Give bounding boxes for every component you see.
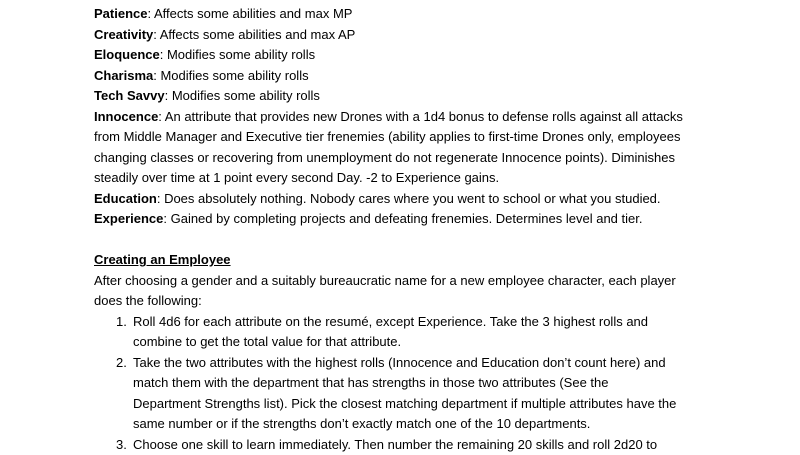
step-item bbox=[94, 435, 760, 455]
attribute-desc-line: steadily over time at 1 point every second Day. -2 to Experience gains. bbox=[94, 168, 760, 189]
attribute-desc: : Affects some abilities and max AP bbox=[153, 27, 355, 42]
attribute-desc-line: changing classes or recovering from unemployment do not regenerate Innocence points). Diminishes bbox=[94, 148, 760, 169]
step-line: Choose one skill to learn immediately. Then number the remaining 20 skills and roll 2d20 to bbox=[133, 435, 760, 455]
attribute-desc-line: from Middle Manager and Executive tier frenemies (ability applies to first-time Drones only, employees bbox=[94, 127, 760, 148]
attribute-desc: : Modifies some ability rolls bbox=[153, 68, 308, 83]
attribute-charisma bbox=[94, 66, 760, 87]
attribute-name: Tech Savvy bbox=[94, 88, 165, 103]
attribute-name: Patience bbox=[94, 6, 147, 21]
attribute-patience bbox=[94, 4, 760, 25]
attribute-experience bbox=[94, 209, 760, 230]
attribute-name: Education bbox=[94, 191, 157, 206]
step-number: 3. bbox=[116, 435, 127, 455]
attribute-desc: : Does absolutely nothing. Nobody cares where you went to school or what you studied. bbox=[157, 191, 661, 206]
step-line: same number or if the strengths don’t exactly match one of the 10 departments. bbox=[133, 414, 760, 435]
step-line: Roll 4d6 for each attribute on the resumé, except Experience. Take the 3 highest rolls and bbox=[133, 312, 760, 333]
attribute-eloquence bbox=[94, 45, 760, 66]
attribute-desc: : Modifies some ability rolls bbox=[165, 88, 320, 103]
attribute-desc: : Gained by completing projects and defeating frenemies. Determines level and tier. bbox=[163, 211, 642, 226]
attribute-name: Innocence bbox=[94, 109, 158, 124]
step-number: 2. bbox=[116, 353, 127, 374]
attribute-education bbox=[94, 189, 760, 210]
attribute-creativity bbox=[94, 25, 760, 46]
section-intro-line: After choosing a gender and a suitably bureaucratic name for a new employee character, each player bbox=[94, 271, 760, 292]
step-number: 1. bbox=[116, 312, 127, 333]
attribute-innocence bbox=[94, 107, 760, 189]
step-line: Department Strengths list). Pick the closest matching department if multiple attributes have the bbox=[133, 394, 760, 415]
step-line: Take the two attributes with the highest rolls (Innocence and Education don’t count here) and bbox=[133, 353, 760, 374]
attribute-name: Eloquence bbox=[94, 47, 160, 62]
steps-list bbox=[94, 312, 760, 455]
attribute-name: Charisma bbox=[94, 68, 153, 83]
step-item bbox=[94, 312, 760, 353]
section-title: Creating an Employee bbox=[94, 250, 760, 271]
attribute-tech-savvy bbox=[94, 86, 760, 107]
attribute-name: Experience bbox=[94, 211, 163, 226]
attribute-desc-line: : An attribute that provides new Drones with a 1d4 bonus to defense rolls against all attacks bbox=[158, 109, 683, 124]
step-line: match them with the department that has strengths in those two attributes (See the bbox=[133, 373, 760, 394]
section-intro-line: does the following: bbox=[94, 291, 760, 312]
attribute-desc: : Affects some abilities and max MP bbox=[147, 6, 352, 21]
attribute-name: Creativity bbox=[94, 27, 153, 42]
attribute-desc: : Modifies some ability rolls bbox=[160, 47, 315, 62]
step-line: combine to get the total value for that attribute. bbox=[133, 332, 760, 353]
step-item bbox=[94, 353, 760, 435]
